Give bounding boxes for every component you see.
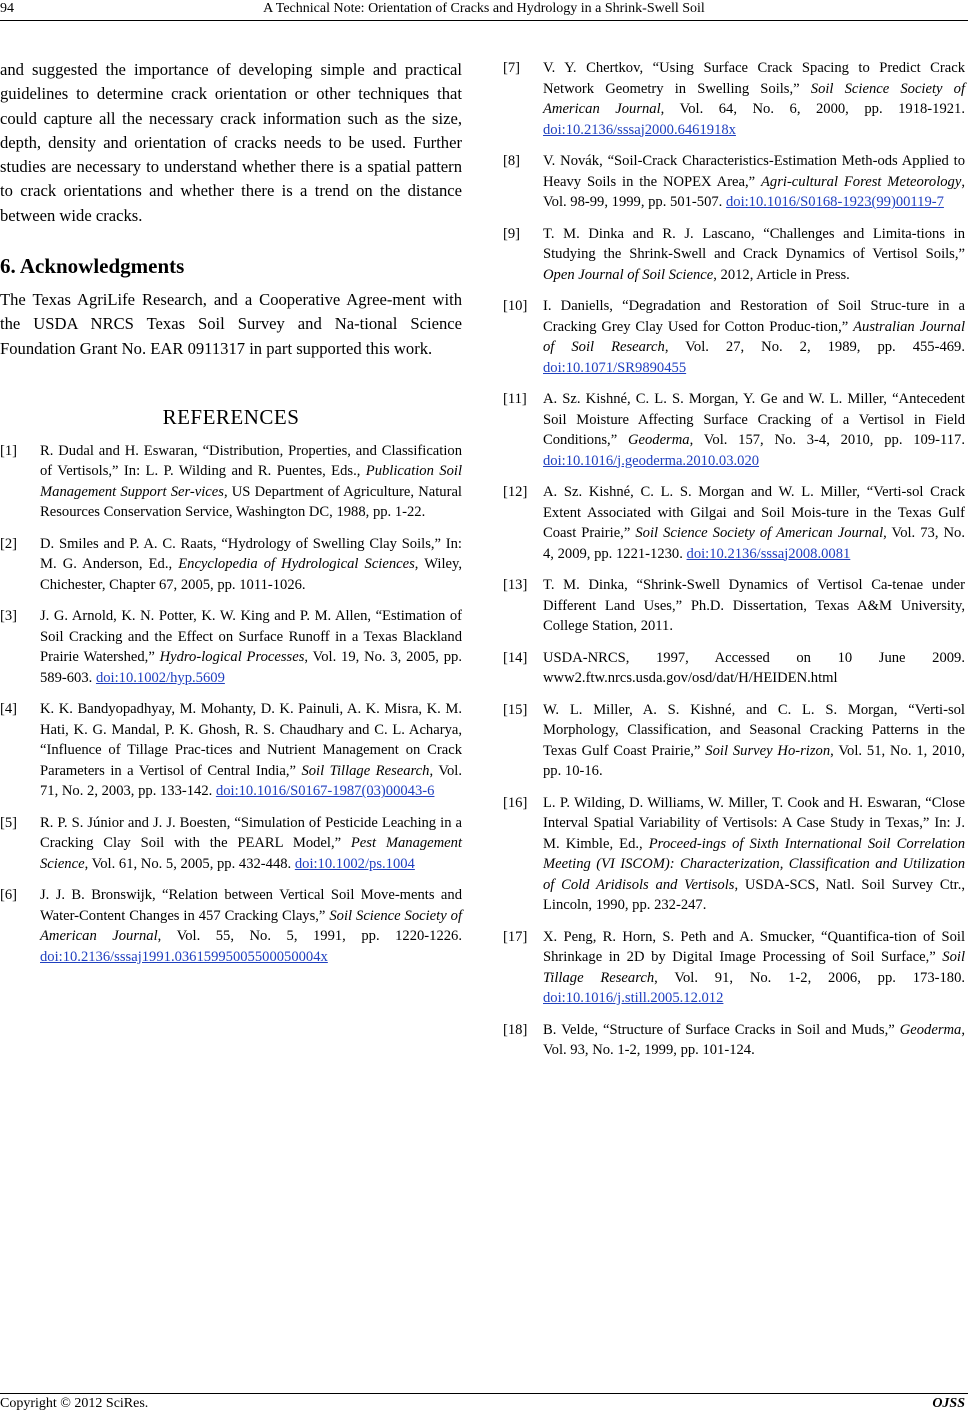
reference-text: R. P. S. Júnior and J. J. Boesten, “Simulation of Pesticide Leaching in a Cracking Clay Soil with the PEARL Model,” — [40, 814, 462, 852]
reference-item — [503, 648, 965, 689]
reference-details: , Vol. 61, No. 5, 2005, pp. 432-448. — [84, 855, 295, 872]
reference-number: [16] — [503, 794, 528, 811]
reference-source-title: Proceed-ings of Sixth International Soil Correlation Meeting (VI ISCOM): Characterization, Classification and Utilization of Cold Aridisols and Vertisols — [543, 835, 965, 893]
reference-item — [503, 389, 965, 471]
reference-text: V. Novák, “Soil-Crack Characteristics-Estimation Meth-ods Applied to Heavy Soils in the NOPEX Area,” — [543, 153, 965, 190]
reference-number: [7] — [503, 60, 521, 76]
reference-item — [503, 793, 965, 916]
reference-item — [503, 1020, 965, 1061]
reference-text: D. Smiles and P. A. C. Raats, “Hydrology of Swelling Clay Soils,” In: M. G. Anderson, Ed., — [40, 535, 462, 573]
reference-number: [15] — [503, 701, 528, 718]
doi-link[interactable]: doi:10.2136/sssaj2000.6461918x — [543, 121, 736, 138]
reference-number: [8] — [503, 153, 521, 169]
acknowledgments-text: The Texas AgriLife Research, and a Cooperative Agree-ment with the USDA NRCS Texas Soil Survey and Na-tional Science Foundation Grant No. EAR 0911317 in part supported this work. — [0, 290, 462, 358]
reference-details: , Vol. 19, No. 3, 2005, pp. 589-603. — [40, 649, 462, 686]
acknowledgments-heading: 6. Acknowledgments — [0, 254, 185, 279]
reference-details: , Vol. 157, No. 3-4, 2010, pp. 109-117. — [689, 432, 965, 448]
reference-number: [2] — [0, 535, 18, 552]
reference-list-left — [0, 441, 462, 968]
reference-number: [6] — [0, 887, 18, 904]
reference-item — [0, 441, 462, 523]
reference-number: [11] — [503, 391, 527, 407]
reference-list-right — [503, 58, 965, 1061]
reference-source-title: Soil Science Society of American Journal — [635, 525, 884, 541]
reference-item — [503, 482, 965, 564]
reference-text: X. Peng, R. Horn, S. Peth and A. Smucker, “Quantifica-tion of Soil Shrinkage in 2D by Digital Image Processing of Soil Surface,” — [543, 928, 965, 965]
reference-item — [0, 813, 462, 875]
reference-text: W. L. Miller, A. S. Kishné, and C. L. S. Morgan, “Verti-sol Morphology, Classification, and Seasonal Cracking Patterns in the Texas Gulf Coast Prairie,” — [543, 701, 965, 759]
copyright-notice: Copyright © 2012 SciRes. — [0, 1396, 149, 1411]
reference-details: , Vol. 91, No. 1-2, 2006, pp. 173-180. — [654, 969, 966, 986]
reference-text: B. Velde, “Structure of Surface Cracks in Soil and Muds,” — [543, 1021, 900, 1038]
doi-link[interactable]: doi:10.1002/ps.1004 — [294, 855, 415, 872]
reference-details: , Vol. 71, No. 2, 2003, pp. 133-142. — [40, 762, 462, 800]
reference-text: L. P. Wilding, D. Williams, W. Miller, T. Cook and H. Eswaran, “Close Interval Spatial Variability of Vertisols: A Case Study in Texas,” In: J. M. Kimble, Ed., — [543, 794, 965, 852]
doi-link[interactable]: doi:10.1016/S0167-1987(03)00043-6 — [215, 783, 435, 800]
page-header — [0, 0, 968, 22]
reference-details: , Vol. 98-99, 1999, pp. 501-507. — [543, 173, 965, 210]
doi-link[interactable]: doi:10.1016/S0168-1923(99)00119-7 — [725, 194, 944, 210]
journal-abbreviation: OJSS — [932, 1396, 965, 1411]
doi-link[interactable]: doi:10.1016/j.geoderma.2010.03.020 — [543, 452, 760, 469]
reference-item — [503, 927, 965, 1009]
reference-source-title: Publication Soil Management Support Ser-vices — [40, 463, 463, 500]
reference-item — [503, 58, 965, 140]
reference-number: [9] — [503, 225, 521, 242]
reference-number: [17] — [503, 928, 528, 945]
reference-number: [18] — [503, 1021, 528, 1038]
reference-text: J. G. Arnold, K. N. Potter, K. W. King and P. M. Allen, “Estimation of Soil Cracking and the Effect on Surface Runoff in a Texas Blackland Prairie Watershed,” — [40, 608, 462, 666]
reference-number: [5] — [0, 814, 18, 831]
reference-text: USDA-NRCS, 1997, Accessed on 10 June 2009. www2.ftw.nrcs.usda.gov/osd/dat/H/HEIDEN.html — [543, 649, 965, 686]
reference-source-title: Geoderma — [627, 432, 690, 448]
reference-number: [4] — [0, 701, 18, 718]
reference-source-title: Soil Science Society of American Journal — [40, 907, 462, 945]
reference-details: , Vol. 73, No. 4, 2009, pp. 1221-1230. — [543, 525, 965, 562]
doi-link[interactable]: doi:10.1071/SR9890455 — [543, 359, 687, 376]
reference-details: , Vol. 55, No. 5, 1991, pp. 1220-1226. — [157, 928, 462, 945]
intro-paragraph: and suggested the importance of developing simple and practical guidelines to determine crack orientation or other techniques that could capture all the necessary crack information such as the size, depth, density and orientation of cracks needs to be used. Further studies are necessary to understand whether there is a spatial pattern to crack orientations and whether there is a trend on the distance between wide cracks. — [0, 60, 462, 225]
reference-source-title: Soil Science Society of American Journal — [543, 80, 965, 117]
doi-link[interactable]: doi:10.1002/hyp.5609 — [95, 669, 225, 686]
reference-item — [503, 296, 965, 378]
doi-link[interactable]: doi:10.2136/sssaj2008.0081 — [686, 545, 851, 562]
reference-number: [13] — [503, 577, 528, 593]
doi-link[interactable]: doi:10.1016/j.still.2005.12.012 — [543, 990, 724, 1006]
reference-item — [503, 700, 965, 782]
reference-text: I. Daniells, “Degradation and Restoration of Soil Struc-ture in a Cracking Grey Clay Used for Cotton Produc-tion,” — [543, 298, 965, 335]
page-number: 94 — [0, 1, 14, 16]
reference-source-title: Pest Management Science — [40, 835, 463, 872]
reference-item — [0, 699, 462, 802]
reference-source-title: Soil Survey Ho-rizon — [705, 742, 831, 759]
reference-item — [503, 575, 965, 637]
reference-text: K. K. Bandyopadhyay, M. Mohanty, D. K. Painuli, A. K. Misra, K. M. Hati, K. G. Mandal, P. K. Ghosh, R. S. Chaudhary and C. L. Acharya, “Influence of Tillage Prac-tices and Nutrient Management on Crack Parameters in a Vertisol of Central India,” — [40, 701, 462, 779]
reference-source-title: Geoderma — [899, 1021, 962, 1038]
reference-text: V. Y. Chertkov, “Using Surface Crack Spacing to Predict Crack Network Geometry in Swelling Soils,” — [543, 60, 965, 97]
reference-item — [0, 885, 462, 967]
reference-details: , US Department of Agriculture, Natural Resources Conservation Service, Washington DC, 1988, pp. 1-22. — [40, 483, 462, 521]
reference-number: [1] — [0, 442, 18, 459]
reference-number: [10] — [503, 298, 528, 314]
references-heading: REFERENCES — [162, 404, 300, 429]
left-column — [0, 58, 462, 978]
reference-source-title: Hydro-logical Processes — [159, 649, 305, 666]
right-column — [503, 58, 965, 1072]
reference-text: A. Sz. Kishné, C. L. S. Morgan, Y. Ge and W. L. Miller, “Antecedent Soil Moisture Affecting Surface Cracking of a Vertisol in Field Conditions,” — [543, 391, 965, 448]
header-rule — [0, 20, 968, 21]
reference-details: , Wiley, Chichester, Chapter 67, 2005, pp. 1011-1026. — [40, 556, 463, 593]
reference-text: T. M. Dinka, “Shrink-Swell Dynamics of Vertisol Ca-tenae under Different Land Uses,” Ph.D. Dissertation, Texas A&M University, College Station, 2011. — [543, 577, 965, 634]
reference-number: [3] — [0, 608, 18, 625]
reference-text: J. J. B. Bronswijk, “Relation between Vertical Soil Move-ments and Water-Content Changes in 457 Cracking Clays,” — [40, 887, 462, 924]
reference-text: A. Sz. Kishné, C. L. S. Morgan and W. L. Miller, “Verti-sol Crack Extent Associated with Gilgai and Soil Mois-ture in the Texas Gulf Coast Prairie,” — [543, 484, 965, 541]
reference-details: , Vol. 64, No. 6, 2000, pp. 1918-1921. — [660, 101, 965, 117]
reference-source-title: Australian Journal of Soil Research — [543, 318, 966, 355]
doi-link[interactable]: doi:10.2136/sssaj1991.03615995005500050004x — [40, 948, 328, 965]
reference-item — [0, 534, 462, 596]
reference-source-title: Soil Tillage Research — [301, 762, 430, 779]
reference-text: R. Dudal and H. Eswaran, “Distribution, Properties, and Classification of Vertisols,” In: L. P. Wilding and R. Puentes, Eds., — [40, 442, 462, 480]
reference-item — [503, 151, 965, 213]
reference-details: , USDA-SCS, Natl. Soil Survey Ctr., Lincoln, 1990, pp. 232-247. — [543, 876, 965, 913]
reference-details: , Vol. 93, No. 1-2, 1999, pp. 101-124. — [543, 1021, 965, 1058]
reference-source-title: Agri-cultural Forest Meteorology — [761, 173, 962, 190]
reference-number: [14] — [503, 649, 528, 666]
reference-source-title: Encyclopedia of Hydrological Sciences — [178, 556, 415, 573]
footer-rule — [0, 1393, 968, 1394]
reference-details: , 2012, Article in Press. — [713, 266, 850, 283]
reference-item — [503, 224, 965, 286]
reference-source-title: Soil Tillage Research — [543, 949, 965, 986]
reference-item — [0, 606, 462, 688]
reference-source-title: Open Journal of Soil Science — [543, 266, 714, 283]
running-title: A Technical Note: Orientation of Cracks and Hydrology in a Shrink-Swell Soil — [263, 1, 705, 16]
reference-details: , Vol. 51, No. 1, 2010, pp. 10-16. — [543, 742, 965, 779]
reference-number: [12] — [503, 484, 528, 500]
reference-text: T. M. Dinka and R. J. Lascano, “Challenges and Limita-tions in Studying the Shrink-Swell and Crack Dynamics of Vertisol Soils,” — [543, 225, 965, 262]
reference-details: , Vol. 27, No. 2, 1989, pp. 455-469. — [664, 339, 966, 355]
